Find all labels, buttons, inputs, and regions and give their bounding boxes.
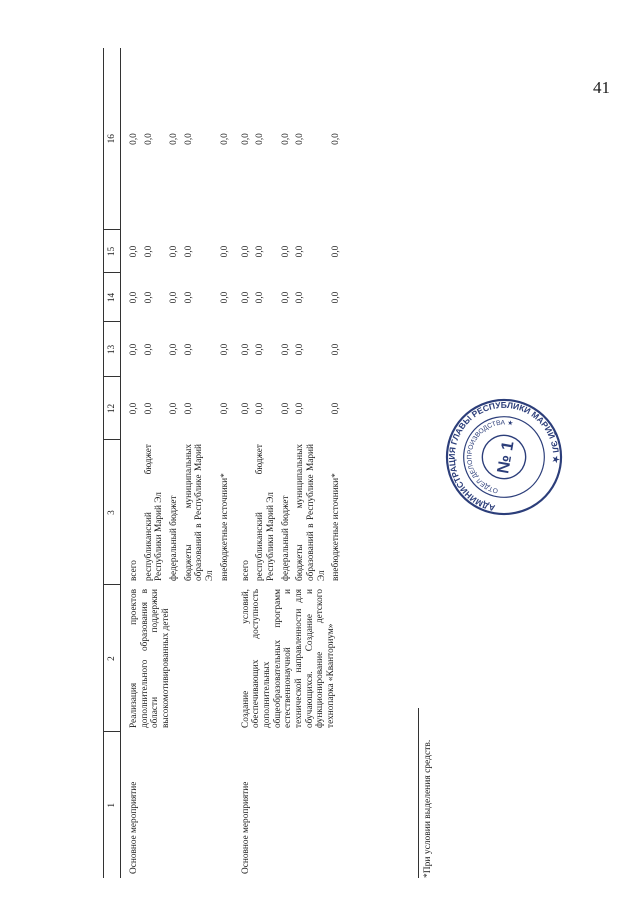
- value-cell: 0,0: [169, 245, 180, 258]
- activity-name-cell: Реализация проектов дополнительного образования в области поддержки высокомотивированных детей: [129, 589, 172, 728]
- activity-type-cell: Основное мероприятие: [129, 781, 139, 874]
- value-cell: 0,0: [331, 291, 342, 304]
- value-cell: 0,0: [219, 402, 230, 415]
- funding-source-cell: всего: [240, 560, 251, 581]
- value-cell: 0,0: [169, 133, 180, 145]
- funding-source-cell: республиканский бюджет Республики Марий Эл: [143, 444, 165, 581]
- value-cell: 0,0: [280, 291, 291, 304]
- budget-table: [103, 48, 344, 878]
- svg-text:ОТДЕЛ ДЕЛОПРОИЗВОДСТВА ★: ОТДЕЛ ДЕЛОПРОИЗВОДСТВА ★: [466, 419, 514, 494]
- value-cell: 0,0: [295, 245, 306, 258]
- column-header: 13: [104, 322, 121, 377]
- value-cell: 0,0: [169, 343, 180, 356]
- value-cell: 0,0: [183, 245, 194, 258]
- table-body: [121, 48, 345, 878]
- value-cell: 0,0: [183, 343, 194, 356]
- value-cell: 0,0: [129, 291, 139, 304]
- value-cell: 0,0: [255, 245, 266, 258]
- value-cell: 0,0: [143, 343, 154, 356]
- page-number: 41: [593, 78, 610, 97]
- value-cell: 0,0: [280, 402, 291, 415]
- value-cell: 0,0: [280, 343, 291, 356]
- value-cell: 0,0: [143, 402, 154, 415]
- value-cell: 0,0: [240, 245, 251, 258]
- value-cell: 0,0: [129, 343, 139, 356]
- column-header: 15: [104, 230, 121, 273]
- column-header: 14: [104, 273, 121, 322]
- value-cell: 0,0: [295, 291, 306, 304]
- value-cell: 0,0: [240, 133, 251, 145]
- value-cell: 0,0: [295, 133, 306, 145]
- column-header: 16: [104, 48, 121, 230]
- value-cell: 0,0: [331, 343, 342, 356]
- column-header: 2: [104, 585, 121, 732]
- value-cell: 0,0: [219, 133, 230, 145]
- svg-text:№ 1: № 1: [493, 439, 518, 475]
- column-header: 3: [104, 440, 121, 585]
- value-cell: 0,0: [255, 291, 266, 304]
- value-cell: 0,0: [129, 133, 139, 145]
- funding-source-cell: внебюджетные источники*: [219, 473, 230, 581]
- funding-source-cell: всего: [129, 560, 139, 581]
- funding-source-cell: федеральный бюджет: [280, 495, 291, 581]
- value-cell: 0,0: [255, 402, 266, 415]
- funding-source-cell: внебюджетные источники*: [331, 473, 342, 581]
- column-header: 12: [104, 377, 121, 440]
- value-cell: 0,0: [143, 245, 154, 258]
- column-header: 1: [104, 732, 121, 878]
- value-cell: 0,0: [240, 343, 251, 356]
- value-cell: 0,0: [129, 402, 139, 415]
- value-cell: 0,0: [255, 133, 266, 145]
- value-cell: 0,0: [183, 291, 194, 304]
- value-cell: 0,0: [219, 291, 230, 304]
- value-cell: 0,0: [331, 402, 342, 415]
- footnote: *При условии выделения средств.: [423, 739, 433, 878]
- footnote-divider: [418, 708, 419, 878]
- value-cell: 0,0: [169, 402, 180, 415]
- value-cell: 0,0: [219, 343, 230, 356]
- header-row: [104, 48, 121, 878]
- official-seal: [445, 398, 563, 516]
- value-cell: 0,0: [255, 343, 266, 356]
- value-cell: 0,0: [240, 291, 251, 304]
- rotated-page: [103, 48, 448, 878]
- svg-text:АДМИНИСТРАЦИЯ ГЛАВЫ РЕСПУБЛИКИ: АДМИНИСТРАЦИЯ ГЛАВЫ РЕСПУБЛИКИ МАРИЙ ЭЛ ★: [446, 399, 562, 514]
- value-cell: 0,0: [240, 402, 251, 415]
- funding-source-cell: республиканский бюджет Республики Марий Эл: [255, 444, 276, 581]
- value-cell: 0,0: [143, 291, 154, 304]
- value-cell: 0,0: [295, 402, 306, 415]
- value-cell: 0,0: [169, 291, 180, 304]
- value-cell: 0,0: [331, 133, 342, 145]
- funding-source-cell: федеральный бюджет: [169, 495, 180, 581]
- value-cell: 0,0: [219, 245, 230, 258]
- table-row: [239, 48, 254, 878]
- value-cell: 0,0: [183, 402, 194, 415]
- value-cell: 0,0: [129, 245, 139, 258]
- value-cell: 0,0: [295, 343, 306, 356]
- activity-type-cell: Основное мероприятие: [240, 781, 251, 874]
- funding-source-cell: бюджеты муниципальных образований в Республике Марий Эл: [295, 444, 327, 581]
- value-cell: 0,0: [143, 133, 154, 145]
- value-cell: 0,0: [280, 133, 291, 145]
- value-cell: 0,0: [183, 133, 194, 145]
- funding-source-cell: бюджеты муниципальных образований в Республике Марий Эл: [183, 444, 216, 581]
- table-row: [127, 48, 142, 878]
- value-cell: 0,0: [280, 245, 291, 258]
- value-cell: 0,0: [331, 245, 342, 258]
- activity-name-cell: Создание условий, обеспечивающих доступность дополнительных общеобразовательных программ естественнонаучной и технической направленности для обучающихся. Создание и функционирование детского технопарка «Кванториум»: [240, 589, 336, 728]
